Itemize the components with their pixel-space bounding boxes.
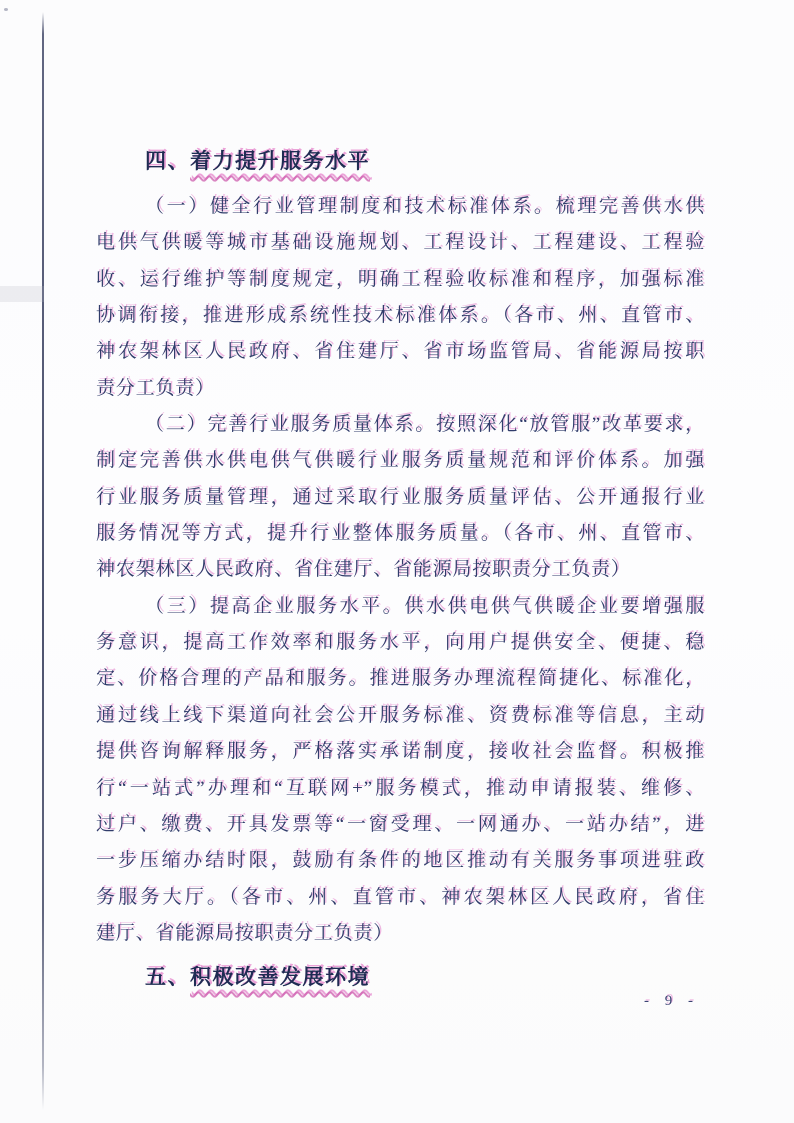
text-line: 行业服务质量管理，通过采取行业服务质量评估、公开通报行业 [96,486,705,508]
text-line: 一步压缩办结时限，鼓励有条件的地区推动有关服务事项进驻政 [96,850,705,872]
heading-title: 积极改善发展环境 [190,965,370,990]
text-line: 行“一站式”办理和“互联网+”服务模式，推动申请报装、维修、 [96,777,705,799]
heading-number: 五、 [145,965,190,990]
scan-artifact-gray-band [0,286,44,302]
text-line: 制定完善供水供电供气供暖行业服务质量规范和评价体系。加强 [96,450,705,472]
scan-artifact-vertical-line [42,12,44,1110]
text-line: 定、价格合理的产品和服务。推进服务办理流程简捷化、标准化， [96,668,705,690]
text-line: 建厅、省能源局按职责分工负责） [96,922,394,944]
text-line: 电供气供暖等城市基础设施规划、工程设计、工程建设、工程验 [96,232,705,254]
text-line: （一）健全行业管理制度和技术标准体系。梳理完善供水供 [145,196,705,217]
text-line: 务意识，提高工作效率和服务水平，向用户提供安全、便捷、稳 [96,632,705,654]
text-line: 收、运行维护等制度规定，明确工程验收标准和程序，加强标准 [96,268,705,290]
section-heading-five [145,955,705,999]
heading-number: 四、 [145,149,190,173]
text-line: （二）完善行业服务质量体系。按照深化“放管服”改革要求， [145,414,705,436]
document-body [96,139,705,999]
text-line: 神农架林区人民政府、省住建厅、省市场监管局、省能源局按职 [96,341,705,363]
text-line: 通过线上线下渠道向社会公开服务标准、资费标准等信息，主动 [96,704,705,726]
text-line: 协调衔接，推进形成系统性技术标准体系。（各市、州、直管市、 [96,305,705,327]
text-line: 神农架林区人民政府、省住建厅、省能源局按职责分工负责） [96,559,631,581]
page-number: - 9 - [644,993,699,1009]
text-line: 务服务大厅。（各市、州、直管市、神农架林区人民政府，省住 [96,886,705,908]
scan-artifact-speck [4,8,8,11]
text-line: 服务情况等方式，提升行业整体服务质量。（各市、州、直管市、 [96,523,705,545]
text-line: 过户、缴费、开具发票等“一窗受理、一网通办、一站办结”，进 [96,813,705,835]
text-line: 提供咨询解释服务，严格落实承诺制度，接收社会监督。积极推 [96,741,705,763]
heading-title: 着力提升服务水平 [190,149,370,173]
text-line: （三）提高企业服务水平。供水供电供气供暖企业要增强服 [145,595,705,617]
text-line: 责分工负责） [96,377,215,399]
section-heading-four [145,139,705,183]
